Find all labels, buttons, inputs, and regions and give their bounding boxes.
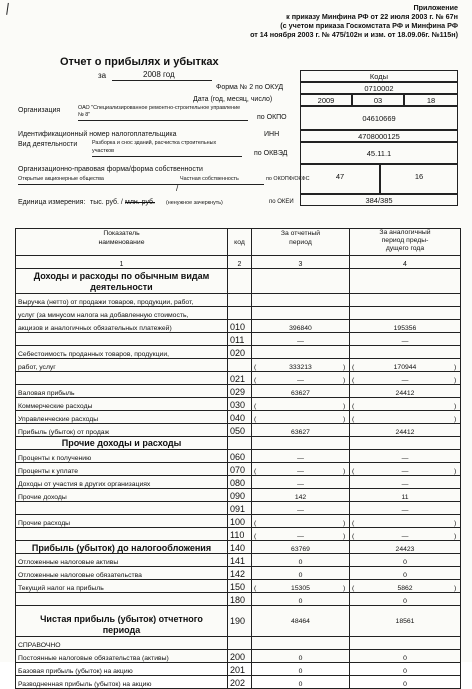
units-note: (ненужное зачеркнуть) [166, 200, 223, 206]
row-label: Управленческие расходы [16, 411, 228, 424]
current-value-cell [252, 333, 350, 346]
row-label: СПРАВОЧНО [16, 637, 228, 650]
row-code [228, 294, 252, 307]
current-value: 0 [298, 681, 303, 688]
col-current-header [252, 229, 350, 256]
legal-form-value: Открытые акционерные общества [18, 176, 104, 182]
income-statement-table [15, 228, 461, 689]
date-year: 2009 [300, 94, 352, 106]
table-row [16, 424, 461, 437]
col-num-1: 1 [16, 256, 228, 269]
table-row [16, 580, 461, 593]
previous-value-cell [350, 554, 461, 567]
table-row [16, 606, 461, 637]
previous-value-cell [350, 307, 461, 320]
table-row [16, 650, 461, 663]
row-code: 050 [228, 424, 252, 437]
table-row [16, 398, 461, 411]
units-label: Единица измерения: [18, 199, 86, 206]
previous-value-cell: ( — ) [350, 463, 461, 476]
okfs-code: 16 [380, 164, 458, 194]
date-day: 18 [404, 94, 458, 106]
row-label [16, 528, 228, 541]
okud-code: 0710002 [300, 82, 458, 94]
row-code: 190 [228, 606, 252, 637]
row-label [16, 593, 228, 606]
net-profit-label-2: периода [102, 625, 141, 635]
row-code [228, 359, 252, 372]
current-value-cell: ( — ) [252, 463, 350, 476]
current-value: — [297, 507, 304, 514]
previous-value: — [401, 481, 409, 488]
report-title: Отчет о прибылях и убытках [60, 56, 219, 68]
row-code: 202 [228, 676, 252, 689]
row-code: 060 [228, 450, 252, 463]
empty-cell [350, 269, 461, 294]
table-row [16, 637, 461, 650]
units-strike: млн. руб. [125, 199, 155, 206]
previous-value: 0 [403, 598, 407, 605]
okei-code: 384/385 [300, 194, 458, 206]
codes-header: Коды [300, 70, 458, 82]
row-label [16, 372, 228, 385]
previous-value-cell: ( ) [350, 398, 461, 411]
ownership-value: Частная собственность [180, 176, 239, 182]
activity-1: Разборка и снос зданий, расчистка строительных [92, 140, 217, 146]
net-profit-label-1: Чистая прибыль (убыток) отчетного [40, 614, 203, 624]
row-code [228, 637, 252, 650]
previous-value-cell: ( ) [350, 411, 461, 424]
previous-value-cell [350, 294, 461, 307]
table-row [16, 593, 461, 606]
current-value-cell [252, 450, 350, 463]
table-row [16, 541, 461, 554]
header-line-2: к приказу Минфина РФ от 22 июля 2003 г. № 67н [286, 12, 458, 21]
current-value-cell [252, 567, 350, 580]
row-code: 090 [228, 489, 252, 502]
current-value: — [297, 533, 304, 540]
previous-value: 24412 [395, 390, 415, 397]
previous-value: 11 [401, 494, 409, 501]
previous-value-cell [350, 385, 461, 398]
period-underline [112, 80, 212, 81]
previous-value: — [401, 507, 409, 514]
okopf-code: 47 [300, 164, 380, 194]
current-value-cell: ( — ) [252, 528, 350, 541]
previous-value-cell [350, 502, 461, 515]
row-label: Проценты к получению [16, 450, 228, 463]
row-label: работ, услуг [16, 359, 228, 372]
col-current-a: За отчетный [280, 230, 321, 237]
row-label: услуг (за минусом налога на добавленную стоимость, [16, 307, 228, 320]
row-label: Доходы от участия в других организациях [16, 476, 228, 489]
row-label: Разводненная прибыль (убыток) на акцию [16, 676, 228, 689]
date-month: 03 [352, 94, 404, 106]
okei-label: по ОКЕИ [269, 199, 294, 205]
table-row [16, 528, 461, 541]
table-body [16, 269, 461, 689]
previous-value-cell [350, 450, 461, 463]
table-row [16, 320, 461, 333]
previous-value-cell [350, 333, 461, 346]
previous-value: 195356 [393, 325, 417, 332]
previous-value-cell [350, 676, 461, 689]
org-label: Организация [18, 107, 61, 114]
row-label: акцизов и аналогичных обязательных платежей) [16, 320, 228, 333]
current-value-cell: ( 15305 ) [252, 580, 350, 593]
row-label [16, 333, 228, 346]
previous-value: 0 [403, 559, 407, 566]
col-previous-a: За аналогичный [379, 229, 431, 236]
current-value-cell [252, 385, 350, 398]
previous-value: 0 [403, 572, 407, 579]
form-label: Форма № 2 по ОКУД [216, 84, 284, 91]
net-profit-label [16, 606, 228, 637]
current-value-cell [252, 476, 350, 489]
current-value: 0 [298, 655, 303, 662]
okved-label: по ОКВЭД [254, 150, 288, 157]
col-num-3: 3 [252, 256, 350, 269]
table-row [16, 554, 461, 567]
current-value: — [297, 455, 304, 462]
table-row [16, 515, 461, 528]
current-value-cell [252, 650, 350, 663]
current-value-cell [252, 676, 350, 689]
legal-underline [18, 184, 264, 185]
previous-value-cell [350, 320, 461, 333]
col-num-4: 4 [350, 256, 461, 269]
table-row [16, 346, 461, 359]
previous-value-cell [350, 541, 461, 554]
table-row [16, 463, 461, 476]
inn-label: ИНН [264, 131, 280, 138]
okopf-label: по ОКОПФ/ОКФС [266, 176, 310, 182]
previous-value-cell [350, 650, 461, 663]
row-code: 030 [228, 398, 252, 411]
table-row [16, 663, 461, 676]
legal-form-label: Организационно-правовая форма/форма собственности [18, 166, 203, 173]
previous-value: 170944 [393, 364, 417, 371]
current-value: 63627 [291, 429, 310, 436]
row-label [16, 502, 228, 515]
current-value-cell: ( ) [252, 398, 350, 411]
current-value-cell [252, 424, 350, 437]
col-previous-c: дущего года [385, 245, 425, 252]
inn-id-label: Идентификационный номер налогоплательщика [18, 131, 177, 138]
previous-value: — [401, 377, 409, 384]
period-prefix: за [98, 71, 107, 80]
row-code: 010 [228, 320, 252, 333]
empty-cell [252, 269, 350, 294]
current-value-cell [252, 502, 350, 515]
previous-value-cell: ( — ) [350, 372, 461, 385]
org-name-1: ОАО "Специализированное ремонтно-строительное управление [78, 105, 241, 111]
current-value-cell: ( 333213 ) [252, 359, 350, 372]
table-row [16, 450, 461, 463]
inn-code: 4708000125 [300, 130, 458, 142]
col-code-header: код [228, 229, 252, 256]
table-row [16, 502, 461, 515]
current-value: 333213 [289, 364, 312, 371]
col-previous-b: период преды- [381, 237, 429, 244]
row-code: 011 [228, 333, 252, 346]
previous-value: 18561 [395, 617, 415, 625]
current-value-cell: ( — ) [252, 372, 350, 385]
current-value: 63627 [291, 390, 310, 397]
current-value: — [297, 377, 304, 384]
current-value: 142 [294, 494, 307, 501]
row-label: Прочие расходы [16, 515, 228, 528]
previous-value-cell: ( — ) [350, 528, 461, 541]
row-label: Валовая прибыль [16, 385, 228, 398]
row-code: 201 [228, 663, 252, 676]
row-label: Коммерческие расходы [16, 398, 228, 411]
row-label: Отложенные налоговые активы [16, 554, 228, 567]
table-row [16, 385, 461, 398]
table-row [16, 437, 461, 450]
header-line-3: (с учетом приказа Госкомстата РФ и Минфина РФ [280, 21, 458, 30]
table-row [16, 372, 461, 385]
activity-label: Вид деятельности [18, 141, 78, 148]
row-label: Прибыль (убыток) до налогообложения [16, 541, 228, 554]
row-code: 142 [228, 567, 252, 580]
row-code: 021 [228, 372, 252, 385]
current-value: 63769 [291, 546, 310, 553]
col-current-b: период [289, 239, 312, 246]
current-value-cell [252, 541, 350, 554]
current-value-cell [252, 320, 350, 333]
row-code: 070 [228, 463, 252, 476]
previous-value: 0 [403, 681, 407, 688]
pen-mark [6, 3, 11, 15]
empty-cell [350, 437, 461, 450]
table-row [16, 359, 461, 372]
date-label: Дата (год, месяц, число) [193, 96, 273, 103]
current-value: — [297, 481, 304, 488]
current-value-cell: ( ) [252, 515, 350, 528]
okpo-label: по ОКПО [257, 114, 287, 121]
row-label: Базовая прибыль (убыток) на акцию [16, 663, 228, 676]
current-value-cell: ( ) [252, 411, 350, 424]
org-name-2: № 8" [78, 112, 91, 118]
current-value: 15305 [291, 585, 310, 592]
current-value-cell [252, 294, 350, 307]
row-label: Себестоимость проданных товаров, продукции, [16, 346, 228, 359]
col-indicator-header [16, 229, 228, 256]
row-label: Проценты к уплате [16, 463, 228, 476]
previous-value-cell [350, 606, 461, 637]
empty-cell [252, 437, 350, 450]
table-row [16, 269, 461, 294]
okved-code: 45.11.1 [300, 142, 458, 164]
table-row [16, 307, 461, 320]
previous-value-cell [350, 489, 461, 502]
current-value: — [297, 468, 304, 475]
row-code [228, 307, 252, 320]
previous-value: — [401, 468, 409, 475]
row-label: Выручка (нетто) от продажи товаров, продукции, работ, [16, 294, 228, 307]
header-line-1: Приложение [413, 3, 458, 12]
row-code: 020 [228, 346, 252, 359]
col-previous-header [350, 229, 461, 256]
row-label: Прочие доходы [16, 489, 228, 502]
current-value-cell [252, 307, 350, 320]
current-value-cell [252, 554, 350, 567]
current-value-cell [252, 593, 350, 606]
row-label: Прибыль (убыток) от продаж [16, 424, 228, 437]
section-heading: Прочие доходы и расходы [16, 437, 228, 450]
previous-value: — [401, 533, 409, 540]
previous-value-cell [350, 424, 461, 437]
table-row [16, 489, 461, 502]
current-value: 396840 [289, 325, 312, 332]
empty-cell [228, 269, 252, 294]
current-value-cell [252, 346, 350, 359]
row-code: 029 [228, 385, 252, 398]
header-line-4: от 14 ноября 2003 г. № 475/102н и изм. от 18.09.06г. №115н) [250, 30, 458, 39]
table-row [16, 411, 461, 424]
section-heading: Доходы и расходы по обычным видам деятельности [16, 269, 228, 294]
current-value-cell [252, 489, 350, 502]
previous-value: 24423 [395, 546, 415, 553]
row-label: Отложенные налоговые обязательства [16, 567, 228, 580]
row-code: 091 [228, 502, 252, 515]
org-underline [78, 120, 248, 121]
previous-value: 0 [403, 668, 407, 675]
row-code: 080 [228, 476, 252, 489]
row-code: 110 [228, 528, 252, 541]
row-code: 180 [228, 593, 252, 606]
row-label: Постоянные налоговые обязательства (активы) [16, 650, 228, 663]
row-code: 150 [228, 580, 252, 593]
table-row [16, 294, 461, 307]
previous-value-cell [350, 663, 461, 676]
previous-value: 5862 [397, 585, 413, 592]
legal-slash: / [176, 184, 179, 193]
row-code: 040 [228, 411, 252, 424]
current-value: 0 [298, 559, 303, 566]
activity-2: участков [92, 148, 114, 154]
previous-value-cell [350, 476, 461, 489]
current-value: 0 [298, 572, 303, 579]
col-indicator-sub: наименование [98, 239, 145, 246]
current-value-cell [252, 637, 350, 650]
previous-value: — [401, 338, 409, 345]
okpo-code: 04610669 [300, 106, 458, 130]
row-code: 140 [228, 541, 252, 554]
previous-value-cell [350, 593, 461, 606]
current-value: — [297, 338, 304, 345]
previous-value: 0 [403, 655, 407, 662]
previous-value-cell [350, 567, 461, 580]
current-value-cell [252, 663, 350, 676]
previous-value: — [401, 455, 409, 462]
table-row [16, 333, 461, 346]
activity-underline [92, 156, 242, 157]
empty-cell [228, 437, 252, 450]
col-num-2: 2 [228, 256, 252, 269]
current-value: 48464 [291, 617, 310, 625]
previous-value: 24412 [395, 429, 415, 436]
table-row [16, 676, 461, 689]
previous-value-cell [350, 637, 461, 650]
previous-value-cell: ( ) [350, 515, 461, 528]
previous-value-cell: ( 170944 ) [350, 359, 461, 372]
row-code: 200 [228, 650, 252, 663]
current-value: 0 [298, 668, 303, 675]
col-indicator-title: Показатель [103, 230, 140, 237]
current-value-cell [252, 606, 350, 637]
table-row [16, 476, 461, 489]
row-code: 100 [228, 515, 252, 528]
previous-value-cell [350, 346, 461, 359]
previous-value-cell: ( 5862 ) [350, 580, 461, 593]
period-year: 2008 год [143, 70, 175, 79]
current-value: 0 [298, 598, 303, 605]
row-label: Текущий налог на прибыль [16, 580, 228, 593]
row-code: 141 [228, 554, 252, 567]
units-value: тыс. руб. / [90, 199, 123, 206]
table-row [16, 567, 461, 580]
